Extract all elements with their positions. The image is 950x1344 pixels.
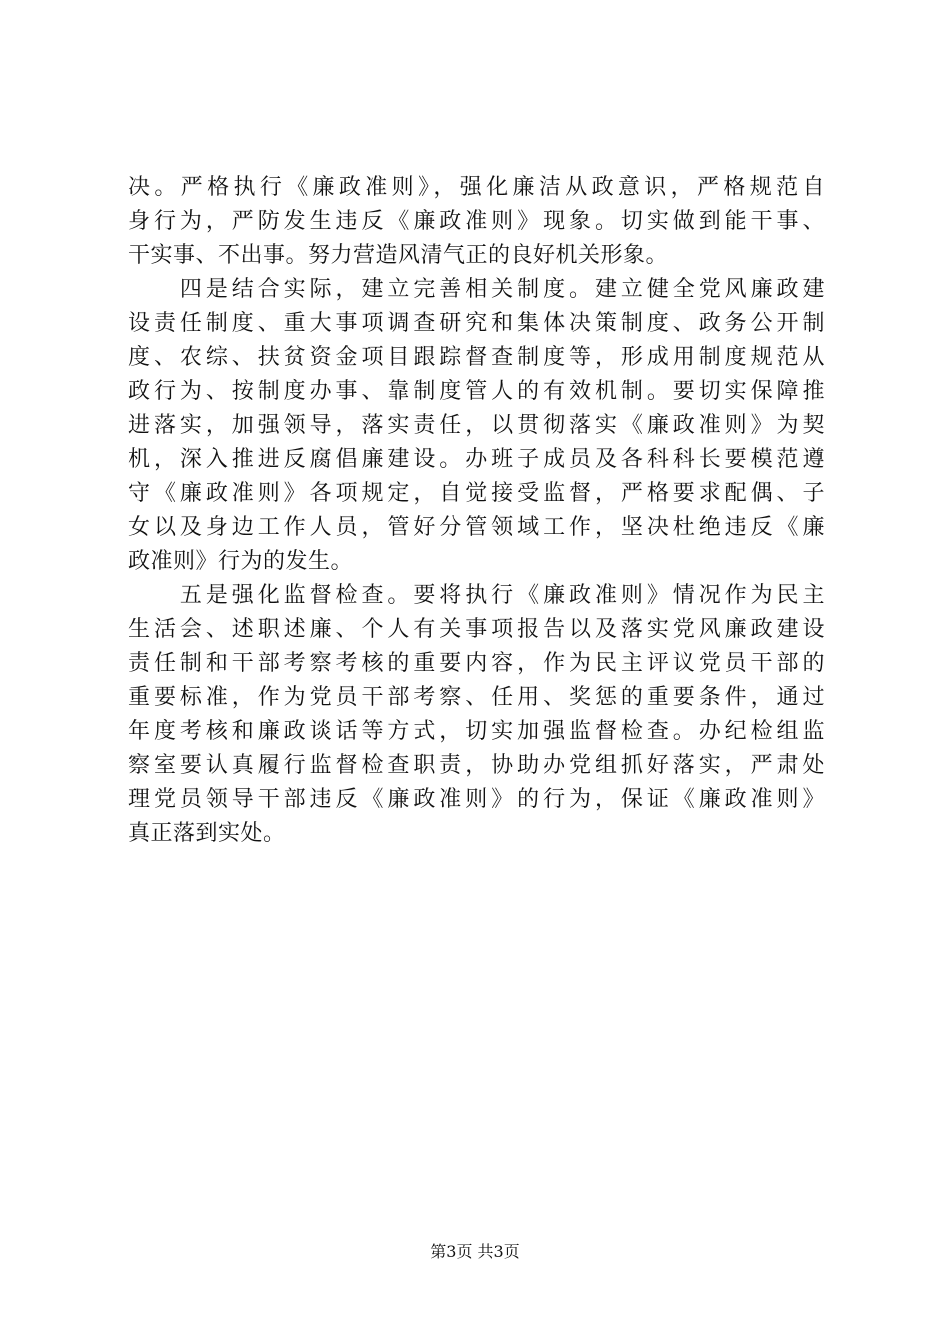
body-text-line: 政行为、按制度办事、靠制度管人的有效机制。要切实保障推 [128,379,825,404]
body-text-line: 机，深入推进反腐倡廉建设。办班子成员及各科科长要模范遵 [128,447,825,472]
body-text-line: 理党员领导干部违反《廉政准则》的行为，保证《廉政准则》 [128,787,825,812]
body-text-line: 责任制和干部考察考核的重要内容，作为民主评议党员干部的 [128,651,825,676]
body-text-line: 干实事、不出事。努力营造风清气正的良好机关形象。 [128,243,669,268]
body-text-line: 身行为，严防发生违反《廉政准则》现象。切实做到能干事、 [128,209,825,234]
body-text-line: 真正落到实处。 [128,821,286,846]
body-text-line: 度、农综、扶贫资金项目跟踪督查制度等，形成用制度规范从 [128,345,825,370]
body-text-line: 重要标准，作为党员干部考察、任用、奖惩的重要条件，通过 [128,685,825,710]
body-text-line: 进落实，加强领导，落实责任，以贯彻落实《廉政准则》为契 [128,413,825,438]
body-text-line: 生活会、述职述廉、个人有关事项报告以及落实党风廉政建设 [128,617,825,642]
body-text-line: 决。严格执行《廉政准则》，强化廉洁从政意识，严格规范自 [128,175,825,200]
page-number-footer: 第3页 共3页 [430,1242,520,1261]
body-text-line: 女以及身边工作人员，管好分管领域工作，坚决杜绝违反《廉 [128,515,825,540]
body-text-line: 察室要认真履行监督检查职责，协助办党组抓好落实，严肃处 [128,753,825,778]
body-text-line: 四是结合实际，建立完善相关制度。建立健全党风廉政建 [128,277,825,302]
body-text-line: 年度考核和廉政谈话等方式，切实加强监督检查。办纪检组监 [128,719,825,744]
body-text-line: 守《廉政准则》各项规定，自觉接受监督，严格要求配偶、子 [128,481,825,506]
body-text-line: 设责任制度、重大事项调查研究和集体决策制度、政务公开制 [128,311,825,336]
body-text-line: 政准则》行为的发生。 [128,549,354,574]
document-body [128,171,825,851]
body-text-line: 五是强化监督检查。要将执行《廉政准则》情况作为民主 [128,583,825,608]
